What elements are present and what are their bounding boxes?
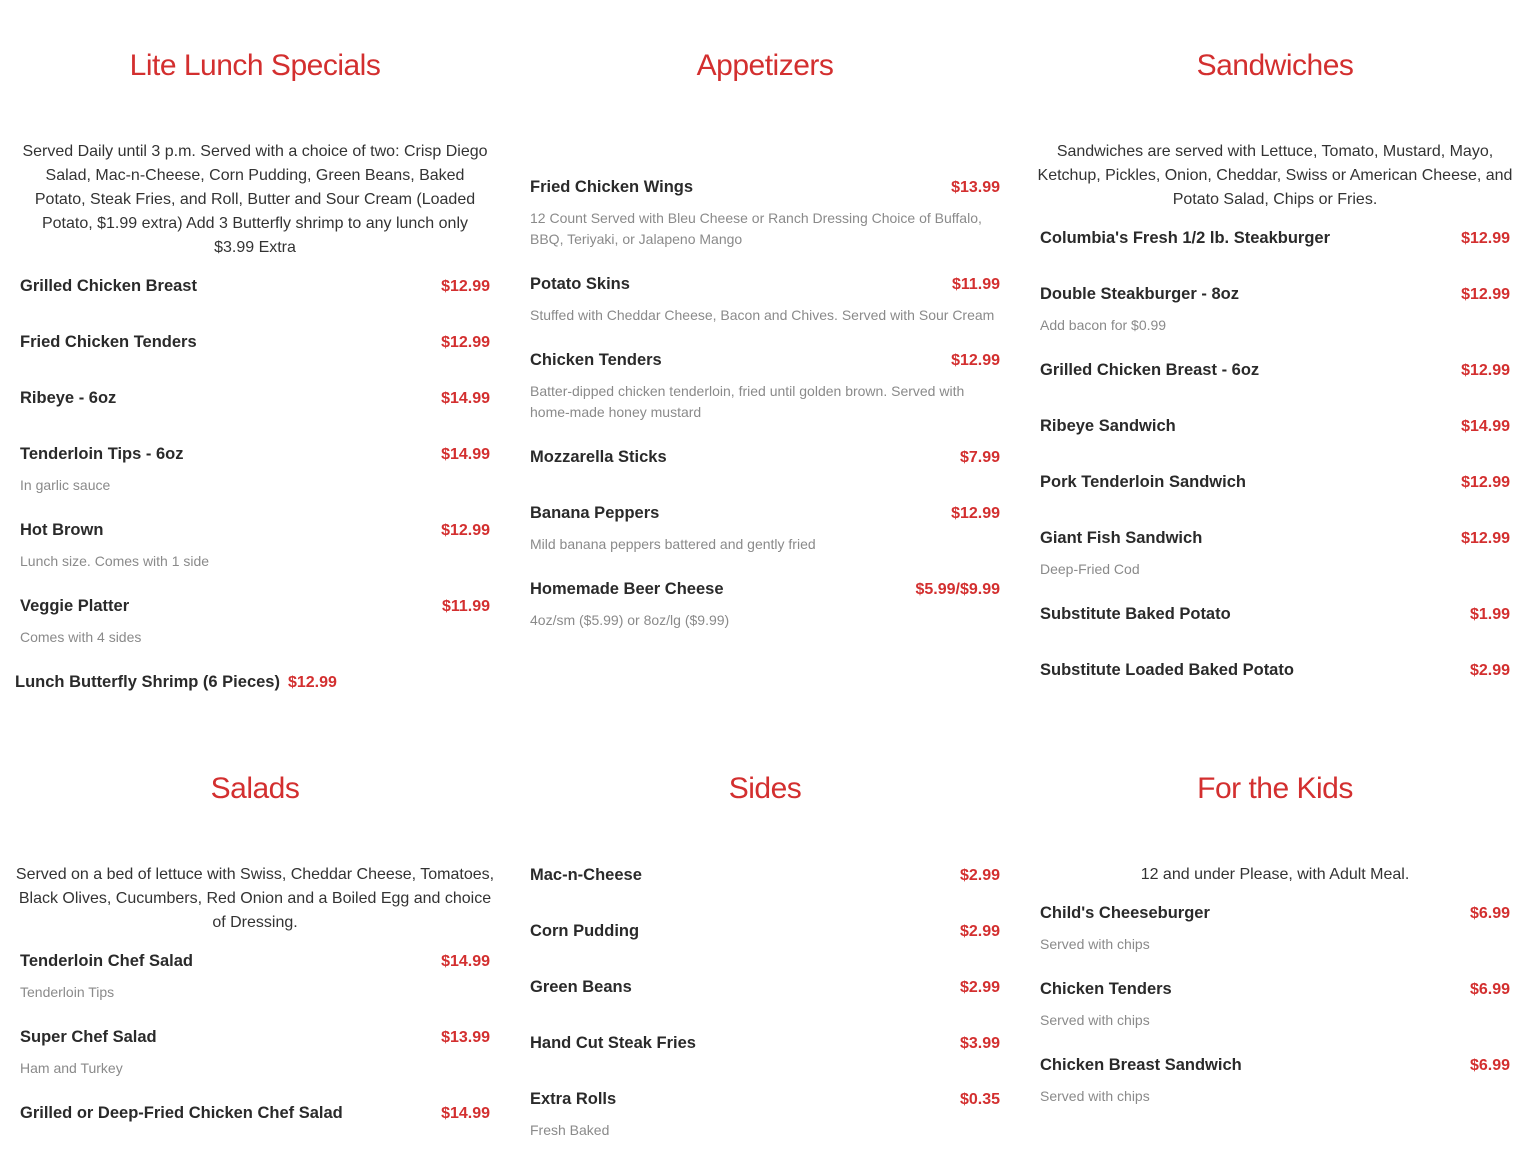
menu-item <box>525 975 1005 1000</box>
menu-item-header <box>20 386 490 411</box>
menu-item <box>15 1101 495 1126</box>
item-price: $2.99 <box>959 923 1000 940</box>
menu-item-header <box>20 442 490 467</box>
item-price: $7.99 <box>959 449 1000 466</box>
menu-item <box>1035 602 1515 627</box>
menu-item <box>15 386 495 411</box>
menu-item <box>525 1087 1005 1141</box>
item-price: $12.99 <box>1461 362 1510 379</box>
section-description: 12 and under Please, with Adult Meal. <box>1140 866 1410 883</box>
menu-item <box>15 274 495 299</box>
item-price: $6.99 <box>1469 981 1510 998</box>
item-name: Veggie Platter <box>20 597 130 615</box>
section-title: Sandwiches <box>1196 49 1354 82</box>
item-name: Chicken Tenders <box>1040 980 1172 998</box>
menu-item-header <box>20 1101 490 1126</box>
item-name: Substitute Loaded Baked Potato <box>1040 661 1294 679</box>
menu-item <box>525 863 1005 888</box>
menu-item-header <box>1040 602 1510 627</box>
menu-item <box>15 442 495 496</box>
section-sandwiches <box>1035 0 1515 714</box>
item-name: Double Steakburger - 8oz <box>1040 285 1239 303</box>
section-title: For the Kids <box>1197 772 1353 805</box>
item-name: Columbia's Fresh 1/2 lb. Steakburger <box>1040 229 1331 247</box>
menu-item-header <box>530 1087 1000 1112</box>
item-price: $12.99 <box>441 334 490 351</box>
item-description: Served with chips <box>1040 1088 1150 1104</box>
item-price: $5.99/$9.99 <box>915 581 1000 598</box>
item-name: Ribeye - 6oz <box>20 389 117 407</box>
item-price: $14.99 <box>441 390 490 407</box>
item-price: $2.99 <box>1469 662 1510 679</box>
item-price: $12.99 <box>1461 230 1510 247</box>
menu-item <box>1035 1053 1515 1107</box>
section-title: Sides <box>728 772 802 805</box>
item-price: $13.99 <box>951 179 1000 196</box>
menu-item-header <box>530 501 1000 526</box>
item-price: $12.99 <box>1461 474 1510 491</box>
item-price: $12.99 <box>441 278 490 295</box>
item-name: Extra Rolls <box>530 1090 617 1108</box>
menu-item <box>1035 414 1515 439</box>
menu-item <box>15 949 495 1003</box>
item-description: Served with chips <box>1040 936 1150 952</box>
item-description: Served with chips <box>1040 1012 1150 1028</box>
menu-item-header <box>20 594 490 619</box>
item-name: Hot Brown <box>20 521 104 539</box>
menu-item <box>525 1031 1005 1056</box>
menu-item <box>15 518 495 572</box>
menu-item-header <box>20 330 490 355</box>
item-name: Tenderloin Chef Salad <box>20 952 193 970</box>
menu-item-header <box>20 274 490 299</box>
item-price: $11.99 <box>441 598 490 615</box>
menu-item <box>1035 470 1515 495</box>
item-name: Pork Tenderloin Sandwich <box>1040 473 1246 491</box>
item-price: $14.99 <box>441 953 490 970</box>
item-description: Fresh Baked <box>530 1122 610 1138</box>
item-name: Green Beans <box>530 978 632 996</box>
section-title: Appetizers <box>696 49 834 82</box>
menu-item-header <box>20 518 490 543</box>
menu-item <box>15 1025 495 1079</box>
menu-item <box>1035 282 1515 336</box>
section-description: Served Daily until 3 p.m. Served with a choice of two: Crisp Diego Salad, Mac-n-Cheese, Corn Pudding, Green Beans, Baked Potato, Steak Fries, and Roll, Butter and Sour Cream (Loaded Potato, $1.99 extra) Add 3 Butterfly shrimp to any lunch only $3.99 Extra <box>22 143 488 256</box>
menu-item <box>15 330 495 355</box>
menu-item-header <box>530 919 1000 944</box>
item-description: Mild banana peppers battered and gently fried <box>530 536 816 552</box>
menu-item <box>525 445 1005 470</box>
menu-item <box>525 272 1005 326</box>
menu-item-header <box>530 577 1000 602</box>
item-price: $14.99 <box>1461 418 1510 435</box>
menu-item-header <box>20 949 490 974</box>
menu-item-header <box>1040 226 1510 251</box>
item-price: $13.99 <box>441 1029 490 1046</box>
item-description: Tenderloin Tips <box>20 984 115 1000</box>
item-price: $14.99 <box>441 1105 490 1122</box>
menu-item <box>525 348 1005 423</box>
menu-item-header <box>530 863 1000 888</box>
menu-item-header <box>1040 658 1510 683</box>
item-name: Child's Cheeseburger <box>1040 904 1210 922</box>
item-description: Lunch size. Comes with 1 side <box>20 553 210 569</box>
menu-item-header <box>530 1031 1000 1056</box>
item-price: $12.99 <box>1461 530 1510 547</box>
item-price: $12.99 <box>951 505 1000 522</box>
menu-item-header <box>1040 526 1510 551</box>
menu-item <box>1035 226 1515 251</box>
menu-item-header <box>530 348 1000 373</box>
menu-item <box>1035 358 1515 383</box>
menu-item-header <box>530 445 1000 470</box>
item-description: Ham and Turkey <box>20 1060 123 1076</box>
section-lite-lunch <box>15 0 495 695</box>
item-name: Super Chef Salad <box>20 1028 157 1046</box>
item-description: Comes with 4 sides <box>20 629 142 645</box>
item-name: Grilled Chicken Breast <box>20 277 197 295</box>
item-name: Mac-n-Cheese <box>530 866 642 884</box>
menu-item-header <box>530 975 1000 1000</box>
item-price: $1.99 <box>1469 606 1510 623</box>
item-name: Lunch Butterfly Shrimp (6 Pieces) <box>15 673 280 691</box>
item-description: Deep-Fried Cod <box>1040 561 1140 577</box>
item-price: $12.99 <box>287 674 337 691</box>
menu-item-header <box>1040 1053 1510 1078</box>
item-name: Fried Chicken Tenders <box>20 333 197 351</box>
menu-item <box>15 594 495 648</box>
item-description: 4oz/sm ($5.99) or 8oz/lg ($9.99) <box>530 612 730 628</box>
item-name: Grilled or Deep-Fried Chicken Chef Salad <box>20 1104 343 1122</box>
section-title: Salads <box>210 772 300 805</box>
menu-item-header <box>1040 977 1510 1002</box>
section-description: Sandwiches are served with Lettuce, Tomato, Mustard, Mayo, Ketchup, Pickles, Onion, Cheddar, Swiss or American Cheese, and Potato Salad, Chips or Fries. <box>1037 143 1513 208</box>
item-name: Hand Cut Steak Fries <box>530 1034 696 1052</box>
item-name: Homemade Beer Cheese <box>530 580 724 598</box>
menu-item <box>525 175 1005 250</box>
item-name: Chicken Tenders <box>530 351 662 369</box>
section-salads <box>15 723 495 1157</box>
menu-item-header <box>1040 470 1510 495</box>
section-title: Lite Lunch Specials <box>129 49 381 82</box>
section-description: Served on a bed of lettuce with Swiss, Cheddar Cheese, Tomatoes, Black Olives, Cucumbers, Red Onion and a Boiled Egg and choice of Dressing. <box>15 866 495 931</box>
menu-item <box>1035 658 1515 683</box>
menu-item-header <box>1040 414 1510 439</box>
item-name: Tenderloin Tips - 6oz <box>20 445 184 463</box>
item-price: $12.99 <box>951 352 1000 369</box>
menu-item-header <box>530 175 1000 200</box>
item-price: $14.99 <box>441 446 490 463</box>
item-price: $6.99 <box>1469 905 1510 922</box>
item-name: Fried Chicken Wings <box>530 178 694 196</box>
item-description: Stuffed with Cheddar Cheese, Bacon and Chives. Served with Sour Cream <box>530 307 995 323</box>
section-sides <box>525 723 1005 1163</box>
menu-item <box>1035 901 1515 955</box>
menu-item-header <box>1040 282 1510 307</box>
item-description: 12 Count Served with Bleu Cheese or Ranch Dressing Choice of Buffalo, BBQ, Teriyaki, or Jalapeno Mango <box>530 210 982 247</box>
menu-item <box>1035 526 1515 580</box>
item-name: Mozzarella Sticks <box>530 448 667 466</box>
item-price: $11.99 <box>951 276 1000 293</box>
item-name: Banana Peppers <box>530 504 660 522</box>
menu-item-header <box>530 272 1000 297</box>
menu-item <box>525 501 1005 555</box>
menu-item <box>525 919 1005 944</box>
item-price: $2.99 <box>959 867 1000 884</box>
item-name: Giant Fish Sandwich <box>1040 529 1203 547</box>
menu-item-header <box>1040 901 1510 926</box>
item-price: $3.99 <box>959 1035 1000 1052</box>
item-price: $12.99 <box>1461 286 1510 303</box>
section-kids <box>1035 723 1515 1129</box>
menu-item-header <box>1040 358 1510 383</box>
item-description: Batter-dipped chicken tenderloin, fried until golden brown. Served with home-made honey mustard <box>530 383 965 420</box>
item-description: Add bacon for $0.99 <box>1040 317 1167 333</box>
item-name: Chicken Breast Sandwich <box>1040 1056 1242 1074</box>
item-price: $12.99 <box>441 522 490 539</box>
menu-item <box>1035 977 1515 1031</box>
section-appetizers <box>525 0 1005 653</box>
item-name: Potato Skins <box>530 275 630 293</box>
item-description: In garlic sauce <box>20 477 111 493</box>
menu-item <box>525 577 1005 631</box>
menu-item-header <box>20 1025 490 1050</box>
item-price: $2.99 <box>959 979 1000 996</box>
item-price: $6.99 <box>1469 1057 1510 1074</box>
item-name: Corn Pudding <box>530 922 640 940</box>
item-name: Substitute Baked Potato <box>1040 605 1231 623</box>
menu-item-lunch-butterfly-shrimp <box>15 670 495 695</box>
item-price: $0.35 <box>959 1091 1000 1108</box>
item-name: Ribeye Sandwich <box>1040 417 1176 435</box>
item-name: Grilled Chicken Breast - 6oz <box>1040 361 1260 379</box>
